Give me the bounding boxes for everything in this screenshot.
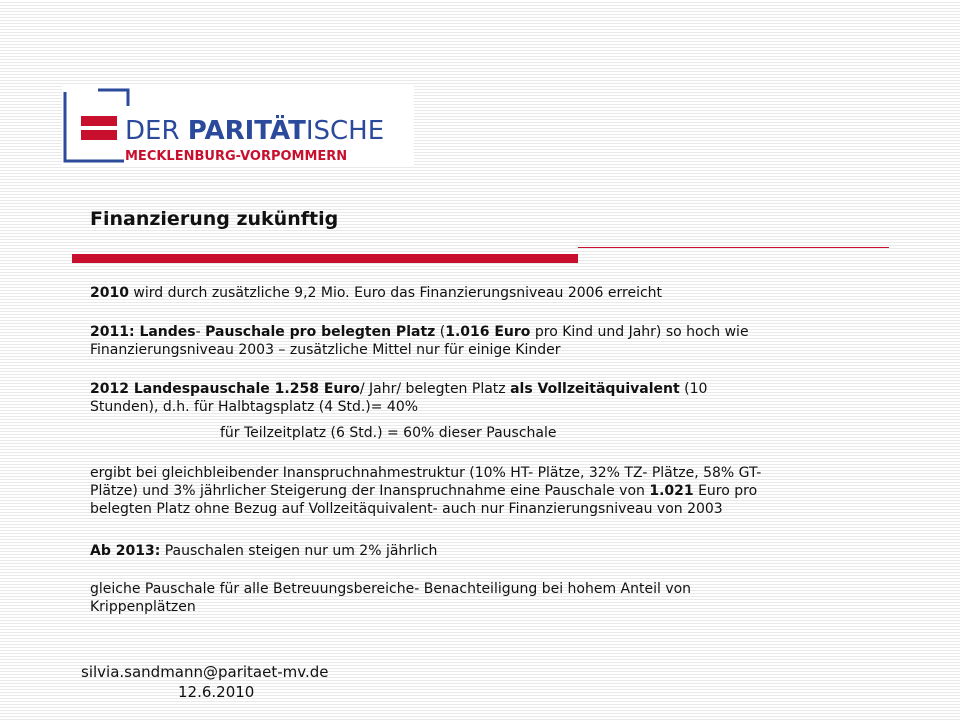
paragraph-2011: 2011: Landes- Pauschale pro belegten Platz (1.016 Euro pro Kind und Jahr) so hoch wie Finanzierungsniveau 2003 – zusätzliche Mittel nur für einige Kinder (90, 324, 749, 358)
logo-bar-bottom (81, 130, 117, 140)
title-rule-thick (72, 254, 578, 263)
logo-frame-top (98, 90, 128, 106)
logo-bar-top (81, 116, 117, 126)
paritaetische-logo (62, 86, 414, 165)
title-rule-thin (578, 247, 889, 248)
footer-email: silvia.sandmann@paritaet-mv.de (81, 663, 329, 681)
logo-line1: DER PARITÄTISCHE (125, 116, 385, 146)
paragraph-ergibt: ergibt bei gleichbleibender Inanspruchnahmestruktur (10% HT- Plätze, 32% TZ- Plätze, 58% GT- Plätze) und 3% jährlicher Steigerung der Inanspruchnahme eine Pauschale von 1.021 Euro pro belegten Platz ohne Bezug auf Vollzeitäquivalent- auch nur Finanzierungsniveau von 2003 (90, 465, 762, 517)
paragraph-2012-teilzeit: für Teilzeitplatz (6 Std.) = 60% dieser Pauschale (220, 425, 557, 441)
paragraph-pauschale: gleiche Pauschale für alle Betreuungsbereiche- Benachteiligung bei hohem Anteil von Krippenplätzen (90, 581, 692, 615)
footer-date: 12.6.2010 (178, 683, 255, 701)
paragraph-2013: Ab 2013: Pauschalen steigen nur um 2% jährlich (90, 543, 438, 559)
logo-frame-left (65, 92, 124, 161)
paragraph-2010: 2010 wird durch zusätzliche 9,2 Mio. Euro das Finanzierungsniveau 2006 erreicht (90, 285, 663, 301)
logo-graphic (62, 86, 414, 165)
slide-title: Finanzierung zukünftig (90, 208, 339, 230)
paragraph-2012: 2012 Landespauschale 1.258 Euro/ Jahr/ belegten Platz als Vollzeitäquivalent (10 Stunden), d.h. für Halbtagsplatz (4 Std.)= 40% (90, 381, 708, 415)
logo-line2: MECKLENBURG-VORPOMMERN (125, 149, 348, 164)
